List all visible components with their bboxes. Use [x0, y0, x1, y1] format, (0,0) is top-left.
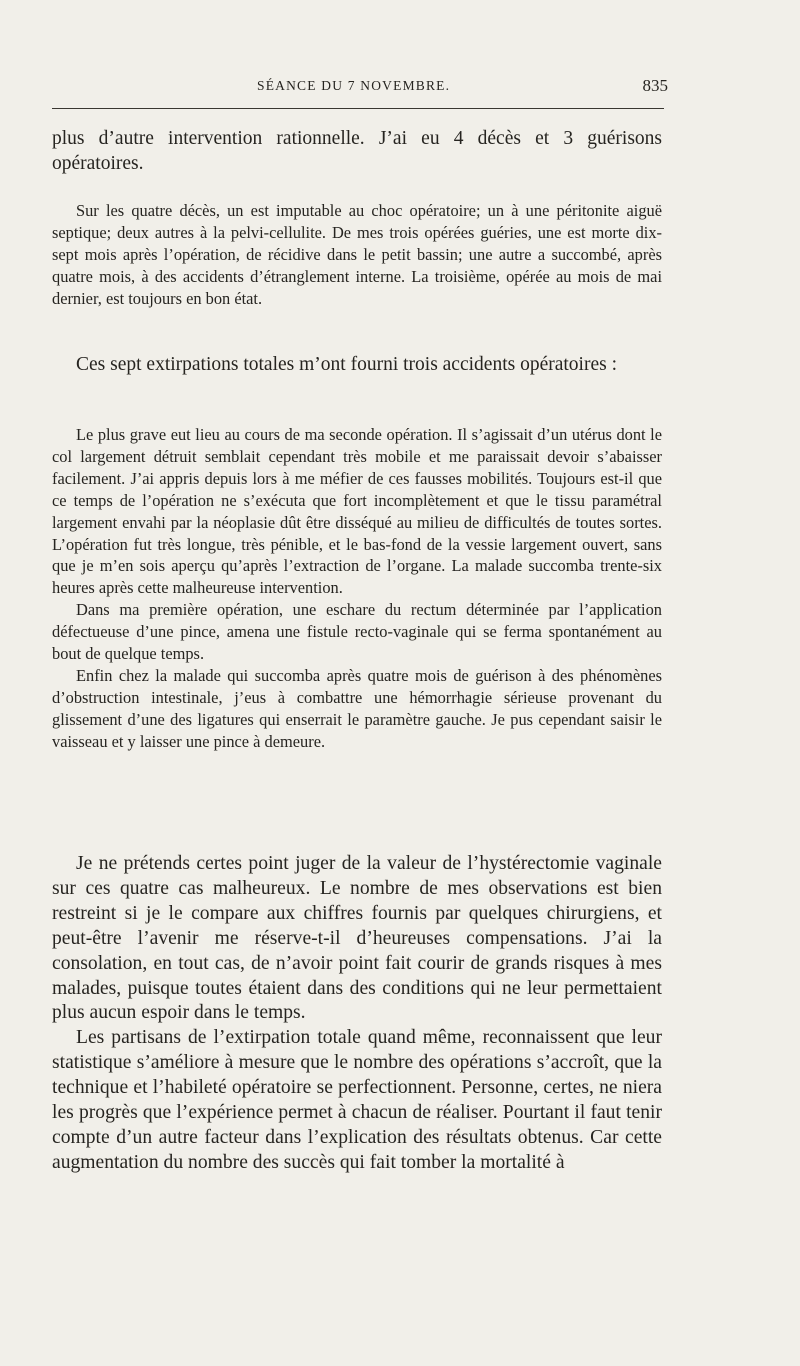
paragraph-continuation — [52, 127, 662, 176]
paragraph-3: Ces sept extirpations totales m’ont fourni trois accidents opératoires : — [76, 354, 617, 375]
paragraph-1: plus d’autre intervention rationnelle. J’ai eu 4 décès et 3 guérisons opératoires. — [52, 128, 662, 174]
running-title: SÉANCE DU 7 NOVEMBRE. — [257, 78, 451, 93]
paragraph-8: Les partisans de l’extirpation totale quand même, reconnaissent que leur statistique s’améliore à mesure que le nombre des opérations s’accroît, que la technique et l’habileté opératoire se perfectionnent. Personne, certes, ne niera les progrès que l’expérience permet à chacun de réaliser. Pourtant il faut tenir compte d’un autre facteur dans l’explication des résultats obtenus. Car cette augmentation du nombre des succès qui fait tomber la mortalité à — [52, 1027, 662, 1173]
block-conclusion — [52, 852, 662, 1176]
paragraph-7: Je ne prétends certes point juger de la valeur de l’hystérectomie vaginale sur ces quatre cas malheureux. Le nombre de mes observations est bien restreint si je le compare aux chiffres fournis par quelques chirurgiens, et peut-être l’avenir me réserve-t-il d’heureuses compensations. J’ai la consolation, en tout cas, de n’avoir point fait courir de grands risques à mes malades, puisque toutes étaient dans des conditions qui ne leur permettaient plus aucun espoir dans le temps. — [52, 853, 662, 1024]
paragraph-2: Sur les quatre décès, un est imputable au choc opératoire; un à une péritonite aiguë septique; deux autres à la pelvi-cellulite. De mes trois opérées guéries, une est morte dix-sept mois après l’opération, de récidive dans le petit bassin; une autre a succombé, après quatre mois, à des accidents d’étranglement interne. La troisième, opérée au mois de mai dernier, est toujours en bon état. — [52, 201, 662, 308]
header-rule — [52, 108, 664, 109]
running-head — [52, 76, 668, 100]
book-page — [52, 0, 668, 1366]
paragraph-4: Le plus grave eut lieu au cours de ma seconde opération. Il s’agissait d’un utérus dont le col largement détruit semblait cependant très mobile et me paraissait devoir s’abaisser facilement. J’ai appris depuis lors à me méfier de ces fausses mobilités. Toujours est-il que ce temps de l’opération ne s’exécuta que fort incomplètement et que le tissu paramétral largement envahi par la néoplasie dût être disséqué au milieu de difficultés de toutes sortes. L’opération fut très longue, très pénible, et le bas-fond de la vessie largement ouvert, sans que je m’en sois aperçu qu’après l’extraction de l’organe. La malade succomba trente-six heures après cette malheureuse intervention. — [52, 425, 662, 598]
page-number: 835 — [642, 76, 668, 95]
block-outcomes — [52, 200, 662, 310]
paragraph-6: Enfin chez la malade qui succomba après quatre mois de guérison à des phénomènes d’obstruction intestinale, j’eus à combattre une hémorrhagie sérieuse provenant du glissement d’une des ligatures qui enserrait le paramètre gauche. Je pus cependant saisir le vaisseau et y laisser une pince à demeure. — [52, 665, 662, 751]
block-accidents-detail — [52, 424, 662, 753]
paragraph-5: Dans ma première opération, une eschare du rectum déterminée par l’application défectueuse d’une pince, amena une fistule recto-vaginale qui se ferma spontanément au bout de quelque temps. — [52, 600, 662, 664]
block-accidents-intro — [52, 353, 662, 378]
